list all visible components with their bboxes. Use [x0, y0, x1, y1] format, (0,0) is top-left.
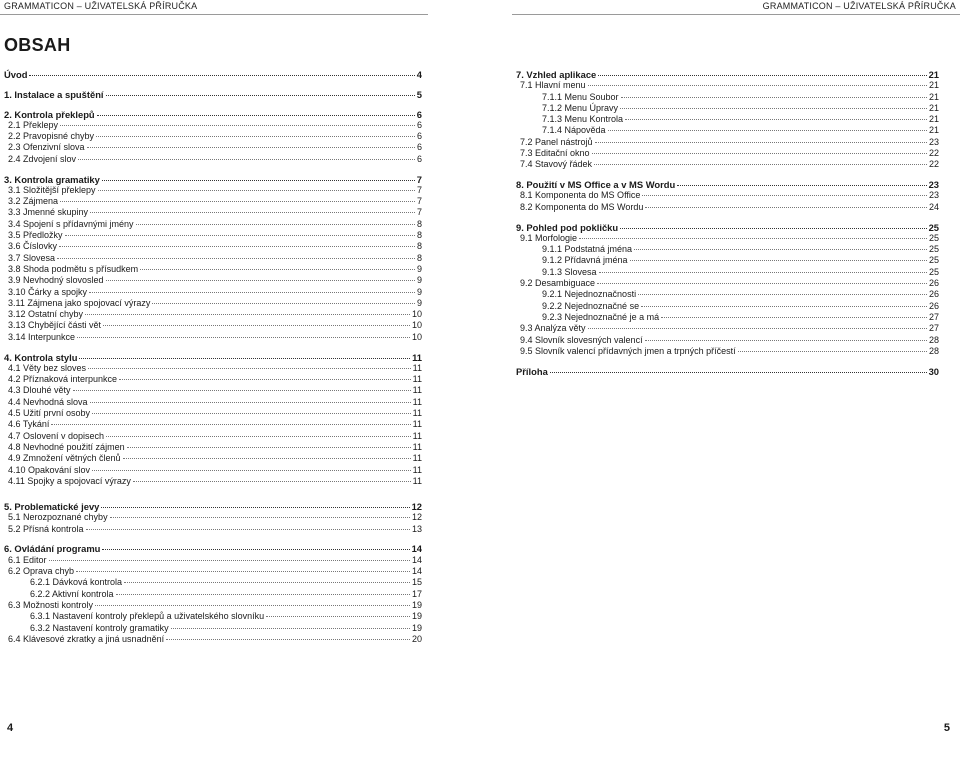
toc-entry[interactable]	[4, 524, 422, 535]
toc-entry-label: 3.11 Zájmena jako spojovací výrazy	[8, 297, 151, 308]
dot-leader	[638, 294, 927, 295]
dot-leader	[59, 246, 415, 247]
dot-leader	[60, 125, 415, 126]
toc-entry[interactable]	[4, 442, 422, 453]
toc-entry-page-number: 25	[928, 266, 939, 277]
toc-entry-label: 9.2.2 Nejednoznačné se	[542, 300, 640, 311]
toc-entry[interactable]	[516, 233, 939, 244]
dot-leader	[90, 212, 415, 213]
toc-entry-page-number: 6	[416, 108, 422, 120]
toc-entry[interactable]	[4, 298, 422, 309]
toc-entry-page-number: 8	[416, 230, 422, 241]
toc-entry-label: 7.1.1 Menu Soubor	[542, 91, 619, 102]
toc-entry[interactable]	[4, 577, 422, 588]
toc-entry-page-number: 11	[412, 385, 422, 396]
toc-entry-page-number: 12	[411, 501, 422, 513]
toc-entry-label: 7.4 Stavový řádek	[520, 159, 593, 170]
dot-leader	[73, 390, 411, 391]
dot-leader	[85, 314, 410, 315]
toc-entry[interactable]	[4, 275, 422, 286]
toc-entry-label: 9.1.2 Přídavná jména	[542, 255, 628, 266]
toc-entry-label: 9.1 Morfologie	[520, 232, 578, 243]
toc-entry-page-number: 7	[416, 184, 422, 195]
toc-entry-label: 1. Instalace a spuštění	[4, 88, 104, 100]
toc-entry-label: 9.2.1 Nejednoznačnosti	[542, 289, 637, 300]
toc-entry-label: 8.1 Komponenta do MS Office	[520, 190, 641, 201]
page-number-right: 5	[943, 722, 950, 734]
toc-entry-page-number: 11	[412, 441, 422, 452]
dot-leader	[87, 147, 415, 148]
toc-entry-label: 7.1.4 Nápověda	[542, 125, 606, 136]
toc-entry[interactable]	[4, 408, 422, 419]
toc-entry-page-number: 11	[412, 453, 422, 464]
toc-entry-label: 3.3 Jmenné skupiny	[8, 207, 89, 218]
toc-entry-label: 9.2 Desambiguace	[520, 278, 596, 289]
dot-leader	[101, 507, 409, 508]
dot-leader	[116, 594, 410, 595]
running-header-left: GRAMMATICON – UŽIVATELSKÁ PŘÍRUČKA	[4, 1, 198, 11]
toc-entry-page-number: 21	[928, 69, 939, 80]
toc-entry[interactable]	[4, 566, 422, 577]
toc-entry-label: 7.2 Panel nástrojů	[520, 136, 593, 147]
toc-entry[interactable]	[516, 335, 939, 346]
toc-entry[interactable]	[4, 512, 422, 523]
toc-entry-label: 2.4 Zdvojení slov	[8, 153, 77, 164]
header-rule-left	[0, 14, 428, 15]
dot-leader	[620, 108, 927, 109]
dot-leader	[608, 130, 927, 131]
toc-entry-label: 6.2.2 Aktivní kontrola	[30, 588, 114, 599]
toc-entry-label: 3.6 Číslovky	[8, 241, 58, 252]
toc-entry[interactable]	[516, 267, 939, 278]
dot-leader	[594, 164, 927, 165]
toc-entry-label: 4.4 Nevhodná slova	[8, 396, 88, 407]
toc-entry-label: 8. Použití v MS Office a v MS Wordu	[516, 179, 676, 191]
toc-entry-page-number: 11	[412, 464, 422, 475]
toc-entry[interactable]	[4, 154, 422, 165]
toc-entry[interactable]	[4, 465, 422, 476]
toc-entry-page-number: 4	[416, 69, 422, 80]
toc-entry-label: 4.2 Příznaková interpunkce	[8, 374, 118, 385]
toc-entry-page-number: 10	[411, 309, 422, 320]
dot-leader	[106, 436, 411, 437]
toc-entry-page-number: 12	[411, 512, 422, 523]
toc-entry-page-number: 21	[928, 91, 939, 102]
dot-leader	[124, 582, 410, 583]
dot-leader	[110, 517, 410, 518]
toc-entry-label: 8.2 Komponenta do MS Wordu	[520, 201, 644, 212]
toc-entry-page-number: 19	[411, 622, 422, 633]
dot-leader	[550, 372, 927, 373]
toc-entry[interactable]	[4, 363, 422, 374]
dot-leader	[661, 317, 927, 318]
dot-leader	[79, 358, 410, 359]
toc-entry-label: 4. Kontrola stylu	[4, 351, 78, 363]
dot-leader	[738, 351, 927, 352]
toc-entry[interactable]	[516, 80, 939, 91]
toc-chapter-entry[interactable]	[4, 352, 422, 363]
toc-entry-page-number: 25	[928, 221, 939, 233]
toc-entry-label: 4.3 Dlouhé věty	[8, 385, 71, 396]
toc-entry[interactable]	[4, 589, 422, 600]
toc-entry-page-number: 8	[416, 218, 422, 229]
toc-entry-page-number: 11	[412, 430, 422, 441]
dot-leader	[102, 549, 409, 550]
toc-entry-label: 4.1 Věty bez sloves	[8, 362, 87, 373]
toc-entry[interactable]	[516, 255, 939, 266]
toc-entry-label: 3.13 Chybějící části vět	[8, 320, 102, 331]
dot-leader	[645, 207, 927, 208]
dot-leader	[599, 272, 927, 273]
dot-leader	[123, 458, 411, 459]
toc-entry-label: 9.1.1 Podstatná jména	[542, 244, 633, 255]
toc-chapter-entry[interactable]	[4, 543, 422, 554]
dot-leader	[90, 402, 411, 403]
toc-entry-label: 6. Ovládání programu	[4, 543, 101, 555]
dot-leader	[77, 337, 410, 338]
toc-entry-page-number: 25	[928, 255, 939, 266]
toc-entry[interactable]	[516, 346, 939, 357]
toc-entry[interactable]	[4, 219, 422, 230]
toc-entry[interactable]	[516, 148, 939, 159]
toc-entry[interactable]	[4, 634, 422, 645]
toc-entry-page-number: 9	[416, 275, 422, 286]
toc-entry-label: 4.7 Oslovení v dopisech	[8, 430, 105, 441]
toc-entry-page-number: 8	[416, 252, 422, 263]
dot-leader	[642, 195, 927, 196]
dot-leader	[620, 228, 926, 229]
toc-column-right	[516, 69, 939, 377]
toc-entry[interactable]	[516, 301, 939, 312]
toc-entry[interactable]	[4, 320, 422, 331]
toc-entry-label: 7. Vzhled aplikace	[516, 69, 597, 80]
toc-entry-label: 6.3.1 Nastavení kontroly překlepů a uživatelského slovníku	[30, 611, 265, 622]
toc-entry-page-number: 7	[416, 207, 422, 218]
dot-leader	[86, 529, 410, 530]
toc-entry[interactable]	[516, 278, 939, 289]
toc-entry-label: 4.6 Tykání	[8, 419, 50, 430]
dot-leader	[106, 95, 415, 96]
toc-entry-page-number: 26	[928, 300, 939, 311]
dot-leader	[60, 201, 415, 202]
toc-entry-page-number: 22	[928, 148, 939, 159]
dot-leader	[152, 303, 415, 304]
toc-entry-label: 3.9 Nevhodný slovosled	[8, 275, 104, 286]
toc-entry[interactable]	[4, 453, 422, 464]
toc-entry-label: 2.3 Ofenzivní slova	[8, 142, 85, 153]
toc-entry[interactable]	[4, 230, 422, 241]
toc-entry[interactable]	[516, 323, 939, 334]
toc-entry[interactable]	[4, 241, 422, 252]
toc-entry-page-number: 21	[928, 125, 939, 136]
page-number-left: 4	[7, 722, 14, 734]
toc-entry-page-number: 8	[416, 241, 422, 252]
toc-entry[interactable]	[516, 125, 939, 136]
toc-entry-label: 3.8 Shoda podmětu s přísudkem	[8, 263, 139, 274]
dot-leader	[102, 180, 415, 181]
running-header-right: GRAMMATICON – UŽIVATELSKÁ PŘÍRUČKA	[762, 1, 956, 11]
toc-chapter-entry[interactable]	[516, 366, 939, 377]
toc-entry-page-number: 10	[411, 320, 422, 331]
toc-entry-label: 4.5 Užití první osoby	[8, 408, 91, 419]
toc-entry-label: 6.2 Oprava chyb	[8, 566, 75, 577]
toc-entry-page-number: 25	[928, 244, 939, 255]
dot-leader	[171, 628, 410, 629]
dot-leader	[78, 159, 415, 160]
toc-entry[interactable]	[4, 287, 422, 298]
dot-leader	[136, 224, 415, 225]
dot-leader	[98, 190, 415, 191]
toc-entry-page-number: 23	[928, 179, 939, 191]
toc-entry[interactable]	[4, 385, 422, 396]
toc-entry-page-number: 6	[416, 153, 422, 164]
toc-entry[interactable]	[4, 120, 422, 131]
toc-entry-page-number: 27	[928, 323, 939, 334]
dot-leader	[597, 283, 927, 284]
toc-entry-page-number: 11	[412, 419, 422, 430]
toc-entry-page-number: 6	[416, 131, 422, 142]
toc-entry-label: 7.1.2 Menu Úpravy	[542, 102, 619, 113]
toc-entry-page-number: 11	[412, 351, 422, 363]
toc-entry-label: 9. Pohled pod pokličku	[516, 221, 619, 233]
toc-entry-page-number: 14	[411, 543, 422, 555]
toc-entry-label: 4.8 Nevhodné použití zájmen	[8, 441, 125, 452]
dot-leader	[92, 470, 411, 471]
toc-entry-label: 5.2 Přísná kontrola	[8, 523, 84, 534]
toc-entry-page-number: 10	[411, 331, 422, 342]
toc-entry-page-number: 9	[416, 263, 422, 274]
toc-entry[interactable]	[4, 397, 422, 408]
toc-entry[interactable]	[4, 196, 422, 207]
dot-leader	[89, 292, 415, 293]
toc-entry-label: 2. Kontrola překlepů	[4, 108, 95, 120]
toc-entry-page-number: 11	[412, 374, 422, 385]
toc-entry-page-number: 27	[928, 311, 939, 322]
header-rule-right	[512, 14, 960, 15]
toc-chapter-entry[interactable]	[516, 222, 939, 233]
toc-entry-label: 6.3 Možnosti kontroly	[8, 599, 94, 610]
toc-entry[interactable]	[4, 419, 422, 430]
toc-entry-page-number: 19	[411, 599, 422, 610]
toc-entry-label: 3.7 Slovesa	[8, 252, 56, 263]
toc-entry[interactable]	[516, 312, 939, 323]
toc-entry[interactable]	[4, 374, 422, 385]
dot-leader	[106, 280, 415, 281]
toc-entry-label: 3. Kontrola gramatiky	[4, 173, 100, 185]
dot-leader	[57, 258, 415, 259]
toc-entry-page-number: 9	[416, 297, 422, 308]
toc-entry-label: 6.2.1 Dávková kontrola	[30, 577, 123, 588]
toc-entry[interactable]	[4, 185, 422, 196]
dot-leader	[133, 481, 411, 482]
toc-entry-label: 4.9 Zmnožení větných členů	[8, 453, 121, 464]
toc-entry[interactable]	[516, 190, 939, 201]
dot-leader	[49, 560, 410, 561]
toc-chapter-entry[interactable]	[516, 179, 939, 190]
dot-leader	[621, 97, 927, 98]
toc-entry-page-number: 7	[416, 173, 422, 185]
toc-entry[interactable]	[4, 555, 422, 566]
toc-entry-label: 6.3.2 Nastavení kontroly gramatiky	[30, 622, 169, 633]
toc-entry-page-number: 28	[928, 334, 939, 345]
toc-entry-page-number: 23	[928, 136, 939, 147]
toc-entry-page-number: 26	[928, 278, 939, 289]
toc-entry-page-number: 5	[416, 88, 422, 100]
toc-entry-page-number: 9	[416, 286, 422, 297]
toc-entry-page-number: 21	[928, 80, 939, 91]
toc-entry-label: Příloha	[516, 365, 548, 377]
toc-entry[interactable]	[516, 244, 939, 255]
toc-entry-page-number: 11	[412, 362, 422, 373]
toc-entry-label: 6.1 Editor	[8, 554, 47, 565]
toc-entry-page-number: 28	[928, 345, 939, 356]
dot-leader	[634, 249, 927, 250]
toc-entry-label: 3.2 Zájmena	[8, 196, 59, 207]
dot-leader	[630, 260, 927, 261]
toc-column-left	[4, 69, 422, 645]
dot-leader	[119, 379, 411, 380]
dot-leader	[592, 153, 927, 154]
dot-leader	[625, 119, 927, 120]
toc-entry-label: 2.1 Překlepy	[8, 119, 59, 130]
dot-leader	[140, 269, 415, 270]
toc-entry-page-number: 20	[411, 633, 422, 644]
toc-entry[interactable]	[4, 131, 422, 142]
toc-entry-page-number: 25	[928, 232, 939, 243]
toc-entry-label: 3.4 Spojení s přídavnými jmény	[8, 218, 134, 229]
toc-entry[interactable]	[4, 623, 422, 634]
toc-chapter-entry[interactable]	[4, 501, 422, 512]
dot-leader	[103, 325, 410, 326]
dot-leader	[88, 368, 411, 369]
toc-chapter-entry[interactable]	[4, 69, 422, 80]
toc-entry-page-number: 6	[416, 119, 422, 130]
toc-entry[interactable]	[4, 264, 422, 275]
toc-entry-label: 9.4 Slovník slovesných valencí	[520, 334, 643, 345]
dot-leader	[127, 447, 411, 448]
dot-leader	[96, 136, 415, 137]
dot-leader	[588, 328, 927, 329]
toc-entry[interactable]	[516, 137, 939, 148]
dot-leader	[92, 413, 411, 414]
toc-entry[interactable]	[516, 114, 939, 125]
toc-entry-label: Úvod	[4, 69, 28, 80]
toc-entry-page-number: 26	[928, 289, 939, 300]
toc-entry-page-number: 22	[928, 159, 939, 170]
toc-entry[interactable]	[4, 431, 422, 442]
toc-entry-label: 3.10 Čárky a spojky	[8, 286, 88, 297]
toc-entry[interactable]	[4, 476, 422, 487]
toc-entry-label: 9.2.3 Nejednoznačné je a má	[542, 311, 660, 322]
dot-leader	[76, 571, 410, 572]
toc-entry[interactable]	[516, 289, 939, 300]
toc-chapter-entry[interactable]	[4, 109, 422, 120]
toc-entry-page-number: 11	[412, 475, 422, 486]
toc-entry[interactable]	[4, 309, 422, 320]
toc-entry-page-number: 14	[411, 554, 422, 565]
toc-entry[interactable]	[4, 142, 422, 153]
toc-entry-page-number: 11	[412, 396, 422, 407]
toc-entry-label: 3.5 Předložky	[8, 230, 63, 241]
toc-entry[interactable]	[516, 92, 939, 103]
toc-entry-page-number: 7	[416, 196, 422, 207]
toc-entry-label: 5.1 Nerozpoznané chyby	[8, 512, 108, 523]
toc-entry[interactable]	[4, 600, 422, 611]
dot-leader	[598, 75, 926, 76]
toc-entry-label: 9.1.3 Slovesa	[542, 266, 597, 277]
toc-entry-page-number: 11	[412, 408, 422, 419]
toc-entry[interactable]	[4, 332, 422, 343]
toc-entry-page-number: 21	[928, 114, 939, 125]
toc-entry-page-number: 19	[411, 611, 422, 622]
dot-leader	[588, 85, 927, 86]
dot-leader	[595, 142, 927, 143]
dot-leader	[645, 340, 927, 341]
toc-entry-page-number: 30	[928, 365, 939, 377]
toc-entry-label: 3.12 Ostatní chyby	[8, 309, 84, 320]
toc-entry-label: 7.1 Hlavní menu	[520, 80, 586, 91]
toc-chapter-entry[interactable]	[516, 69, 939, 80]
dot-leader	[579, 238, 927, 239]
toc-entry-page-number: 15	[411, 577, 422, 588]
toc-chapter-entry[interactable]	[4, 174, 422, 185]
toc-entry-label: 3.14 Interpunkce	[8, 331, 76, 342]
toc-entry-page-number: 13	[411, 523, 422, 534]
dot-leader	[266, 616, 410, 617]
page-title: OBSAH	[4, 35, 71, 55]
dot-leader	[65, 235, 415, 236]
toc-entry-label: 4.10 Opakování slov	[8, 464, 91, 475]
toc-entry[interactable]	[516, 103, 939, 114]
toc-entry-page-number: 21	[928, 102, 939, 113]
dot-leader	[166, 639, 410, 640]
dot-leader	[29, 75, 414, 76]
toc-entry-label: 3.1 Složitější překlepy	[8, 184, 96, 195]
dot-leader	[97, 115, 415, 116]
toc-chapter-entry[interactable]	[4, 89, 422, 100]
dot-leader	[641, 306, 927, 307]
dot-leader	[95, 605, 410, 606]
toc-entry-label: 7.3 Editační okno	[520, 148, 590, 159]
toc-entry-page-number: 6	[416, 142, 422, 153]
toc-entry-label: 4.11 Spojky a spojovací výrazy	[8, 475, 131, 486]
toc-entry-page-number: 24	[928, 201, 939, 212]
toc-entry-label: 9.3 Analýza věty	[520, 323, 586, 334]
toc-entry[interactable]	[516, 159, 939, 170]
dot-leader	[677, 185, 926, 186]
toc-entry[interactable]	[4, 207, 422, 218]
toc-entry-label: 2.2 Pravopisné chyby	[8, 131, 95, 142]
toc-entry-label: 6.4 Klávesové zkratky a jiná usnadnění	[8, 633, 165, 644]
toc-entry-page-number: 23	[928, 190, 939, 201]
toc-entry-label: 5. Problematické jevy	[4, 501, 100, 513]
toc-entry-page-number: 14	[411, 566, 422, 577]
dot-leader	[51, 424, 410, 425]
toc-entry-page-number: 17	[411, 588, 422, 599]
toc-entry[interactable]	[4, 253, 422, 264]
toc-entry-label: 9.5 Slovník valencí přídavných jmen a trpných příčestí	[520, 345, 736, 356]
toc-entry[interactable]	[516, 202, 939, 213]
toc-entry-label: 7.1.3 Menu Kontrola	[542, 114, 624, 125]
toc-entry[interactable]	[4, 611, 422, 622]
